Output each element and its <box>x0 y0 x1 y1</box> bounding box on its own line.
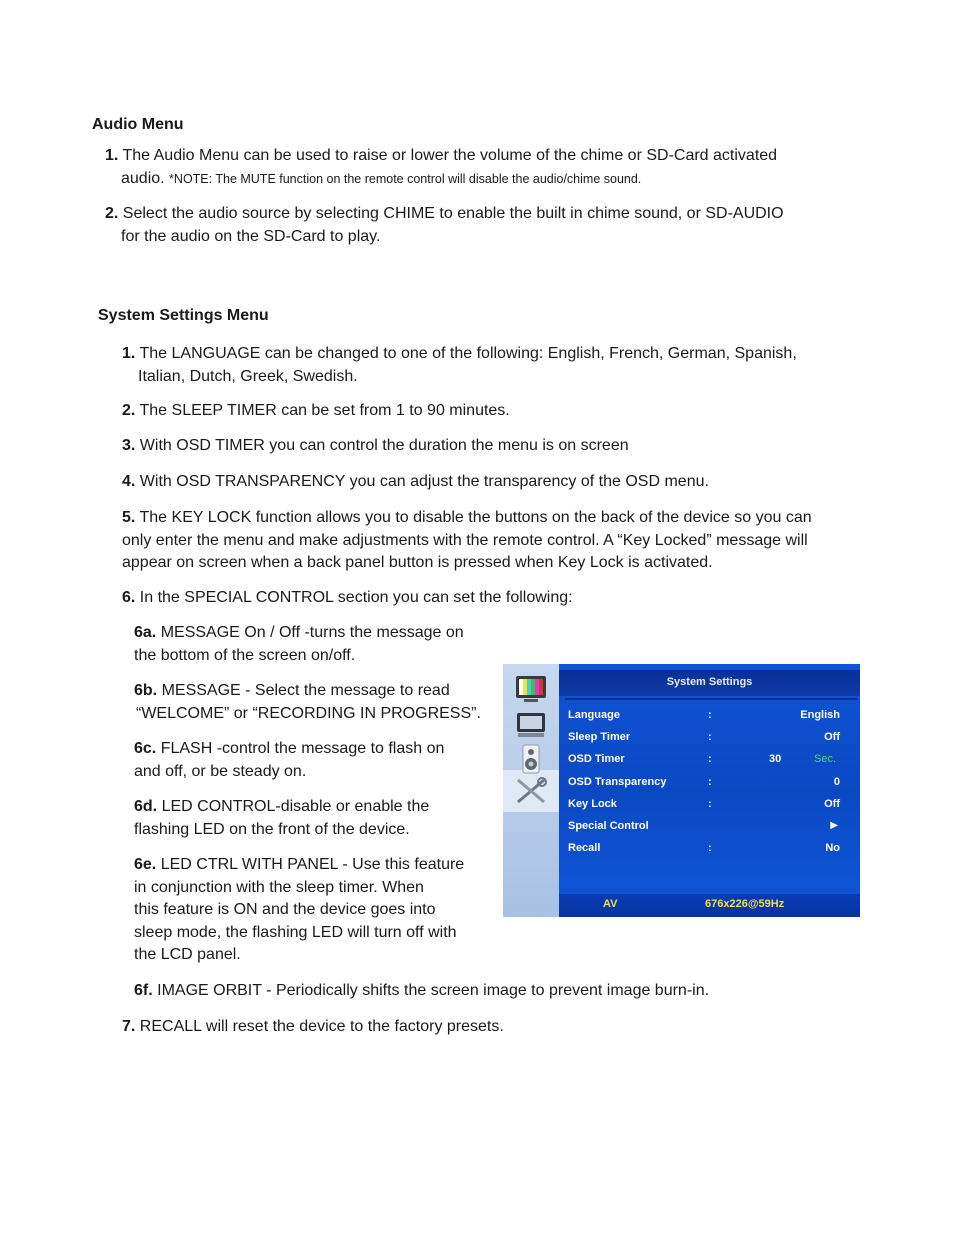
item-text: MESSAGE - Select the message to read <box>161 682 450 699</box>
system-item-2 <box>122 400 882 423</box>
tv-color-bars-icon <box>514 674 548 704</box>
mute-note: *NOTE: The MUTE function on the remote control will disable the audio/chime sound. <box>169 171 642 186</box>
osd-row-unit: Sec. <box>814 753 837 765</box>
item-text: this feature is ON and the device goes into <box>134 901 436 918</box>
osd-row-label: Recall <box>568 842 601 854</box>
item-text: RECALL will reset the device to the factory presets. <box>139 1018 504 1035</box>
item-text: LED CONTROL-disable or enable the <box>161 798 430 815</box>
osd-screenshot <box>503 664 860 917</box>
item-text: only enter the menu and make adjustments with the remote control. A “Key Locked” message will <box>122 531 808 549</box>
osd-row-value: Off <box>824 731 840 743</box>
osd-row-recall[interactable] <box>559 842 860 858</box>
osd-row-label: OSD Transparency <box>568 776 667 788</box>
osd-sidebar <box>503 664 559 917</box>
item-text: LED CTRL WITH PANEL - Use this feature <box>160 856 465 873</box>
osd-source: AV <box>603 898 618 910</box>
item-number: 5. <box>122 509 136 526</box>
osd-divider <box>565 698 857 700</box>
sub-item-6e <box>134 854 499 967</box>
item-number: 6d. <box>134 798 158 815</box>
osd-row-label: Language <box>568 709 620 721</box>
osd-row-number: 30 <box>769 753 782 765</box>
osd-menu-panel <box>559 664 860 917</box>
osd-title: System Settings <box>666 676 753 688</box>
osd-row-key-lock[interactable] <box>559 798 860 814</box>
item-number: 6f. <box>134 982 153 999</box>
item-text: sleep mode, the flashing LED will turn off with <box>134 923 457 941</box>
item-number: 2. <box>105 205 119 222</box>
item-text: With OSD TIMER you can control the duration the menu is on screen <box>139 437 629 454</box>
item-text: the bottom of the screen on/off. <box>134 646 356 664</box>
sub-item-6c <box>134 738 499 783</box>
item-number: 6a. <box>134 624 157 641</box>
sub-item-6a <box>134 622 499 667</box>
monitor-icon <box>514 710 548 740</box>
audio-menu-heading: Audio Menu <box>92 116 184 133</box>
audio-item-1 <box>105 145 865 190</box>
item-text: for the audio on the SD-Card to play. <box>121 227 381 245</box>
osd-colon: : <box>708 731 712 743</box>
osd-resolution: 676x226@59Hz <box>705 898 785 910</box>
osd-row-value: No <box>825 842 840 854</box>
item-text: flashing LED on the front of the device. <box>134 820 410 838</box>
item-text: Italian, Dutch, Greek, Swedish. <box>138 367 358 385</box>
item-text: In the SPECIAL CONTROL section you can set the following: <box>139 589 573 606</box>
item-text: the LCD panel. <box>134 946 241 963</box>
system-item-1 <box>122 343 882 388</box>
osd-row-label: Key Lock <box>568 798 617 810</box>
item-number: 1. <box>122 345 136 362</box>
item-text: The Audio Menu can be used to raise or lower the volume of the chime or SD-Card activated <box>122 147 778 164</box>
item-number: 6e. <box>134 856 157 873</box>
osd-row-special-control[interactable] <box>559 820 860 836</box>
osd-colon: : <box>708 709 712 721</box>
osd-colon: : <box>708 753 712 765</box>
item-number: 4. <box>122 473 136 490</box>
osd-row-language[interactable] <box>559 709 860 725</box>
item-text: IMAGE ORBIT - Periodically shifts the screen image to prevent image burn-in. <box>157 982 710 999</box>
item-text: in conjunction with the sleep timer. When <box>134 878 424 896</box>
item-text: “WELCOME” or “RECORDING IN PROGRESS”. <box>136 704 481 722</box>
item-number: 3. <box>122 437 136 454</box>
sub-item-6d <box>134 796 499 841</box>
system-item-6 <box>122 587 882 610</box>
system-item-3 <box>122 435 882 458</box>
item-text: With OSD TRANSPARENCY you can adjust the transparency of the OSD menu. <box>139 473 709 490</box>
osd-row-value: 0 <box>833 776 840 788</box>
item-text: The KEY LOCK function allows you to disable the buttons on the back of the device so you can <box>139 509 812 526</box>
item-text: audio. <box>121 169 165 187</box>
item-number: 7. <box>122 1018 136 1035</box>
item-number: 1. <box>105 147 119 164</box>
osd-row-value: English <box>800 709 840 721</box>
item-text: MESSAGE On / Off -turns the message on <box>160 624 464 641</box>
osd-row-osd-transparency[interactable] <box>559 776 860 792</box>
submenu-arrow-icon: ▶ <box>830 820 838 831</box>
sub-item-6b <box>134 680 499 725</box>
tools-icon <box>514 776 548 806</box>
system-settings-heading: System Settings Menu <box>98 307 269 324</box>
item-text: FLASH -control the message to flash on <box>160 740 445 757</box>
osd-row-label: OSD Timer <box>568 753 625 765</box>
item-text: The LANGUAGE can be changed to one of the following: English, French, German, Spanish, <box>139 345 797 362</box>
item-number: 6c. <box>134 740 157 757</box>
item-text: and off, or be steady on. <box>134 762 307 780</box>
osd-row-osd-timer[interactable] <box>559 753 860 769</box>
osd-colon: : <box>708 798 712 810</box>
osd-row-value: Off <box>824 798 840 810</box>
system-item-7 <box>122 1016 882 1039</box>
item-number: 2. <box>122 402 136 419</box>
osd-footer <box>559 894 860 917</box>
osd-row-label: Special Control <box>568 820 649 832</box>
system-item-4 <box>122 471 882 494</box>
item-number: 6b. <box>134 682 158 699</box>
item-text: appear on screen when a back panel button is pressed when Key Lock is activated. <box>122 554 713 571</box>
speaker-icon <box>514 744 548 774</box>
osd-row-sleep-timer[interactable] <box>559 731 860 747</box>
osd-row-label: Sleep Timer <box>568 731 631 743</box>
sub-item-6f <box>134 980 874 1003</box>
system-item-5 <box>122 507 892 575</box>
item-number: 6. <box>122 589 136 606</box>
item-text: Select the audio source by selecting CHIME to enable the built in chime sound, or SD-AUDIO <box>122 205 784 222</box>
audio-item-2 <box>105 203 865 248</box>
item-text: The SLEEP TIMER can be set from 1 to 90 minutes. <box>139 402 510 419</box>
osd-colon: : <box>708 842 712 854</box>
osd-colon: : <box>708 776 712 788</box>
